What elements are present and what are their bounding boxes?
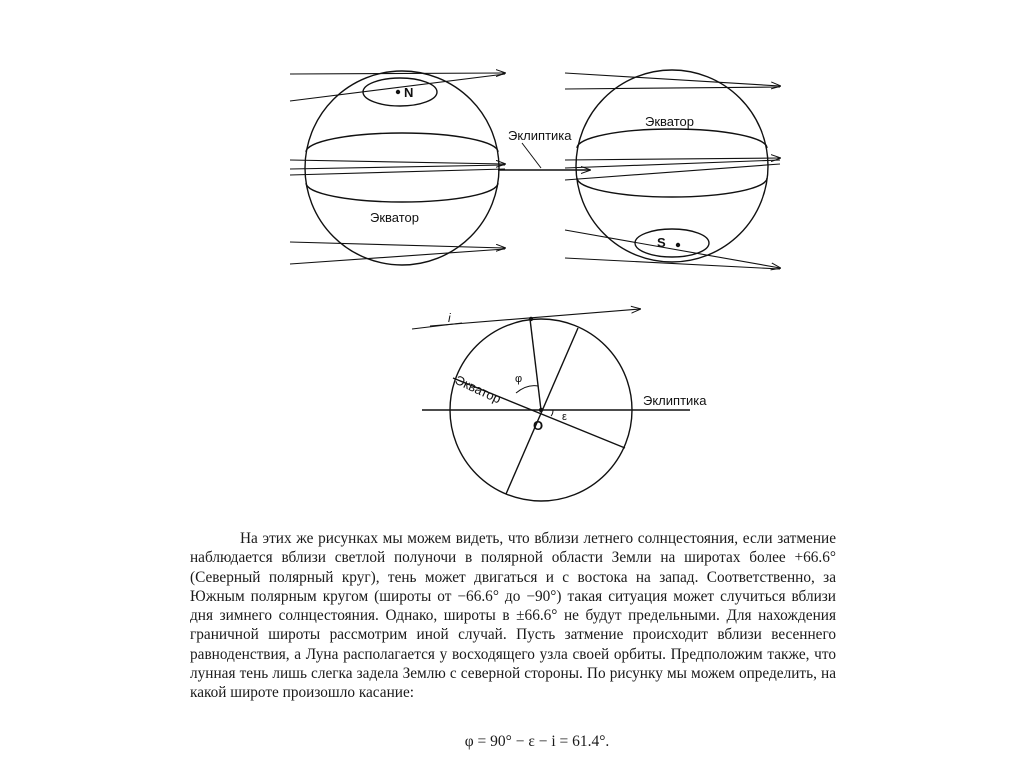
south-pole-dot <box>676 243 680 247</box>
left-globe-equator-front <box>306 183 498 202</box>
right-equator-label: Экватор <box>645 114 695 129</box>
center-label: O <box>533 418 544 433</box>
cross-section-diagram <box>422 319 690 501</box>
bottom-equator-label: Экватор <box>452 372 504 407</box>
north-pole-label: N <box>404 85 414 100</box>
phi-label: φ <box>515 373 523 385</box>
right-globe-polar-cap <box>635 229 709 257</box>
bottom-ecliptic-label: Эклиптика <box>643 393 707 408</box>
left-globe-equator-back <box>306 133 498 152</box>
south-pole-label: S <box>657 235 666 250</box>
phi-arc <box>516 386 538 393</box>
inclination-ray <box>412 323 462 329</box>
left-equator-label: Экватор <box>370 210 420 225</box>
body-paragraph <box>190 529 836 703</box>
paragraph-text: На этих же рисунках мы можем видеть, что вблизи летнего солнцестояния, если затмение наблюдается вблизи светлой полуночи в полярной области Земли на широтах более +66.6° (Северный полярный круг), тень может двигаться и с востока на запад. Соответственно, за Южным полярным кругом (широты от −66.6° до −90°) такая ситуация может случиться вблизи дня зимнего солнцестояния. Однако, широты в ±66.6° не будут предельными. Для нахождения граничной широты рассмотрим иной случай. Пусть затмение происходит вблизи весеннего равноденствия, а Луна располагается у восходящего узла своей орбиты. Предположим также, что лунная тень лишь слегка задела Землю с северной стороны. По рисунку мы можем определить, на какой широте произошло касание: <box>190 530 836 702</box>
center-point <box>539 408 543 412</box>
inclination-label: i <box>448 311 451 325</box>
right-globe-equator-front <box>577 178 767 197</box>
north-pole-dot <box>396 90 400 94</box>
right-globe-equator-back <box>577 129 767 148</box>
tangent-point <box>529 317 533 321</box>
latitude-formula: φ = 90° − ε − i = 61.4°. <box>464 733 610 750</box>
polar-axis <box>530 319 541 410</box>
ecliptic-label-top: Эклиптика <box>508 128 572 143</box>
ecliptic-pointer <box>522 143 541 168</box>
epsilon-arc <box>551 410 553 416</box>
right-globe-rays <box>565 73 780 269</box>
epsilon-label: ε <box>562 411 567 423</box>
